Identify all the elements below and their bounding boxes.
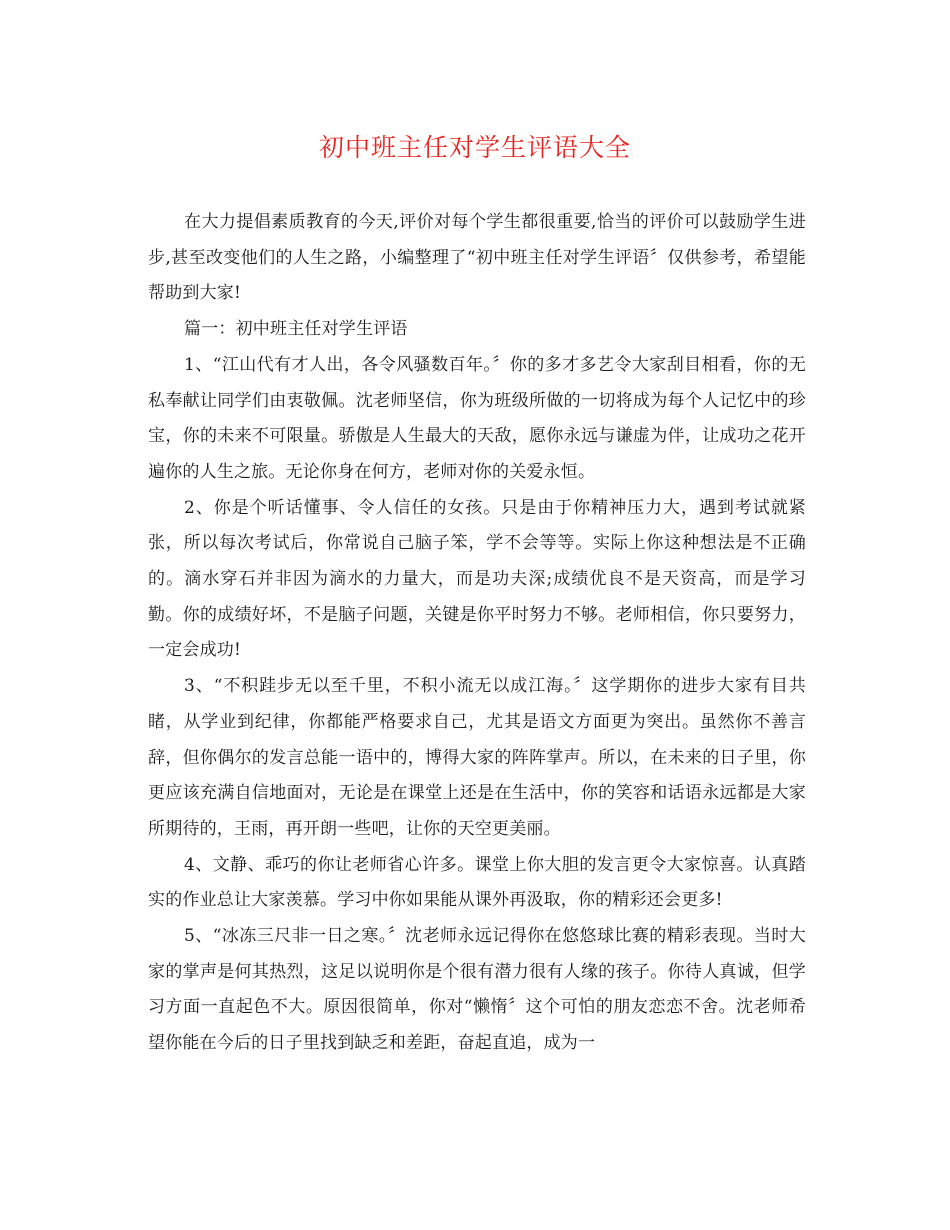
- comment-paragraph-5: 5、“冰冻三尺非一日之寒。〞沈老师永远记得你在悠悠球比赛的精彩表现。当时大家的掌声是何其热烈，这足以说明你是个很有潜力很有人缘的孩子。你待人真诚，但学习方面一直起色不大。原因很简单，你对“懒惰〞这个可怕的朋友恋恋不舍。沈老师希望你能在今后的日子里找到缺乏和差距，奋起直追，成为一: [148, 926, 806, 1054]
- comment-paragraph-3: 3、“不积跬步无以至千里，不积小流无以成江海。〞这学期你的进步大家有目共睹，从学业到纪律，你都能严格要求自己，尤其是语文方面更为突出。虽然你不善言辞，但你偶尔的发言总能一语中的，博得大家的阵阵掌声。所以，在未来的日子里，你更应该充满自信地面对，无论是在课堂上还是在生活中，你的笑容和话语永远都是大家所期待的，王雨，再开朗一些吧，让你的天空更美丽。: [148, 676, 806, 839]
- document-body: [148, 205, 806, 1062]
- intro-paragraph: 在大力提倡素质教育的今天,评价对每个学生都很重要,恰当的评价可以鼓励学生进步,甚至改变他们的人生之路，小编整理了“初中班主任对学生评语〞仅供参考，希望能帮助到大家!: [148, 212, 806, 304]
- section-heading: 篇一：初中班主任对学生评语: [184, 319, 408, 340]
- comment-paragraph-4: 4、文静、乖巧的你让老师省心许多。课堂上你大胆的发言更令大家惊喜。认真踏实的作业总让大家羡慕。学习中你如果能从课外再汲取，你的精彩还会更多!: [148, 854, 806, 911]
- comment-paragraph-2: 2、你是个听话懂事、令人信任的女孩。只是由于你精神压力大，遇到考试就紧张，所以每次考试后，你常说自己脑子笨，学不会等等。实际上你这种想法是不正确的。滴水穿石并非因为滴水的力量大，而是功夫深;成绩优良不是天资高，而是学习勤。你的成绩好坏，不是脑子问题，关键是你平时努力不够。老师相信，你只要努力，一定会成功!: [148, 497, 806, 661]
- comment-paragraph-1: 1、“江山代有才人出，各令风骚数百年。〞你的多才多艺令大家刮目相看，你的无私奉献让同学们由衷敬佩。沈老师坚信，你为班级所做的一切将成为每个人记忆中的珍宝，你的未来不可限量。骄傲是人生最大的天敌，愿你永远与谦虚为伴，让成功之花开遍你的人生之旅。无论你身在何方，老师对你的关爱永恒。: [148, 354, 806, 482]
- document-title: 初中班主任对学生评语大全: [318, 133, 631, 162]
